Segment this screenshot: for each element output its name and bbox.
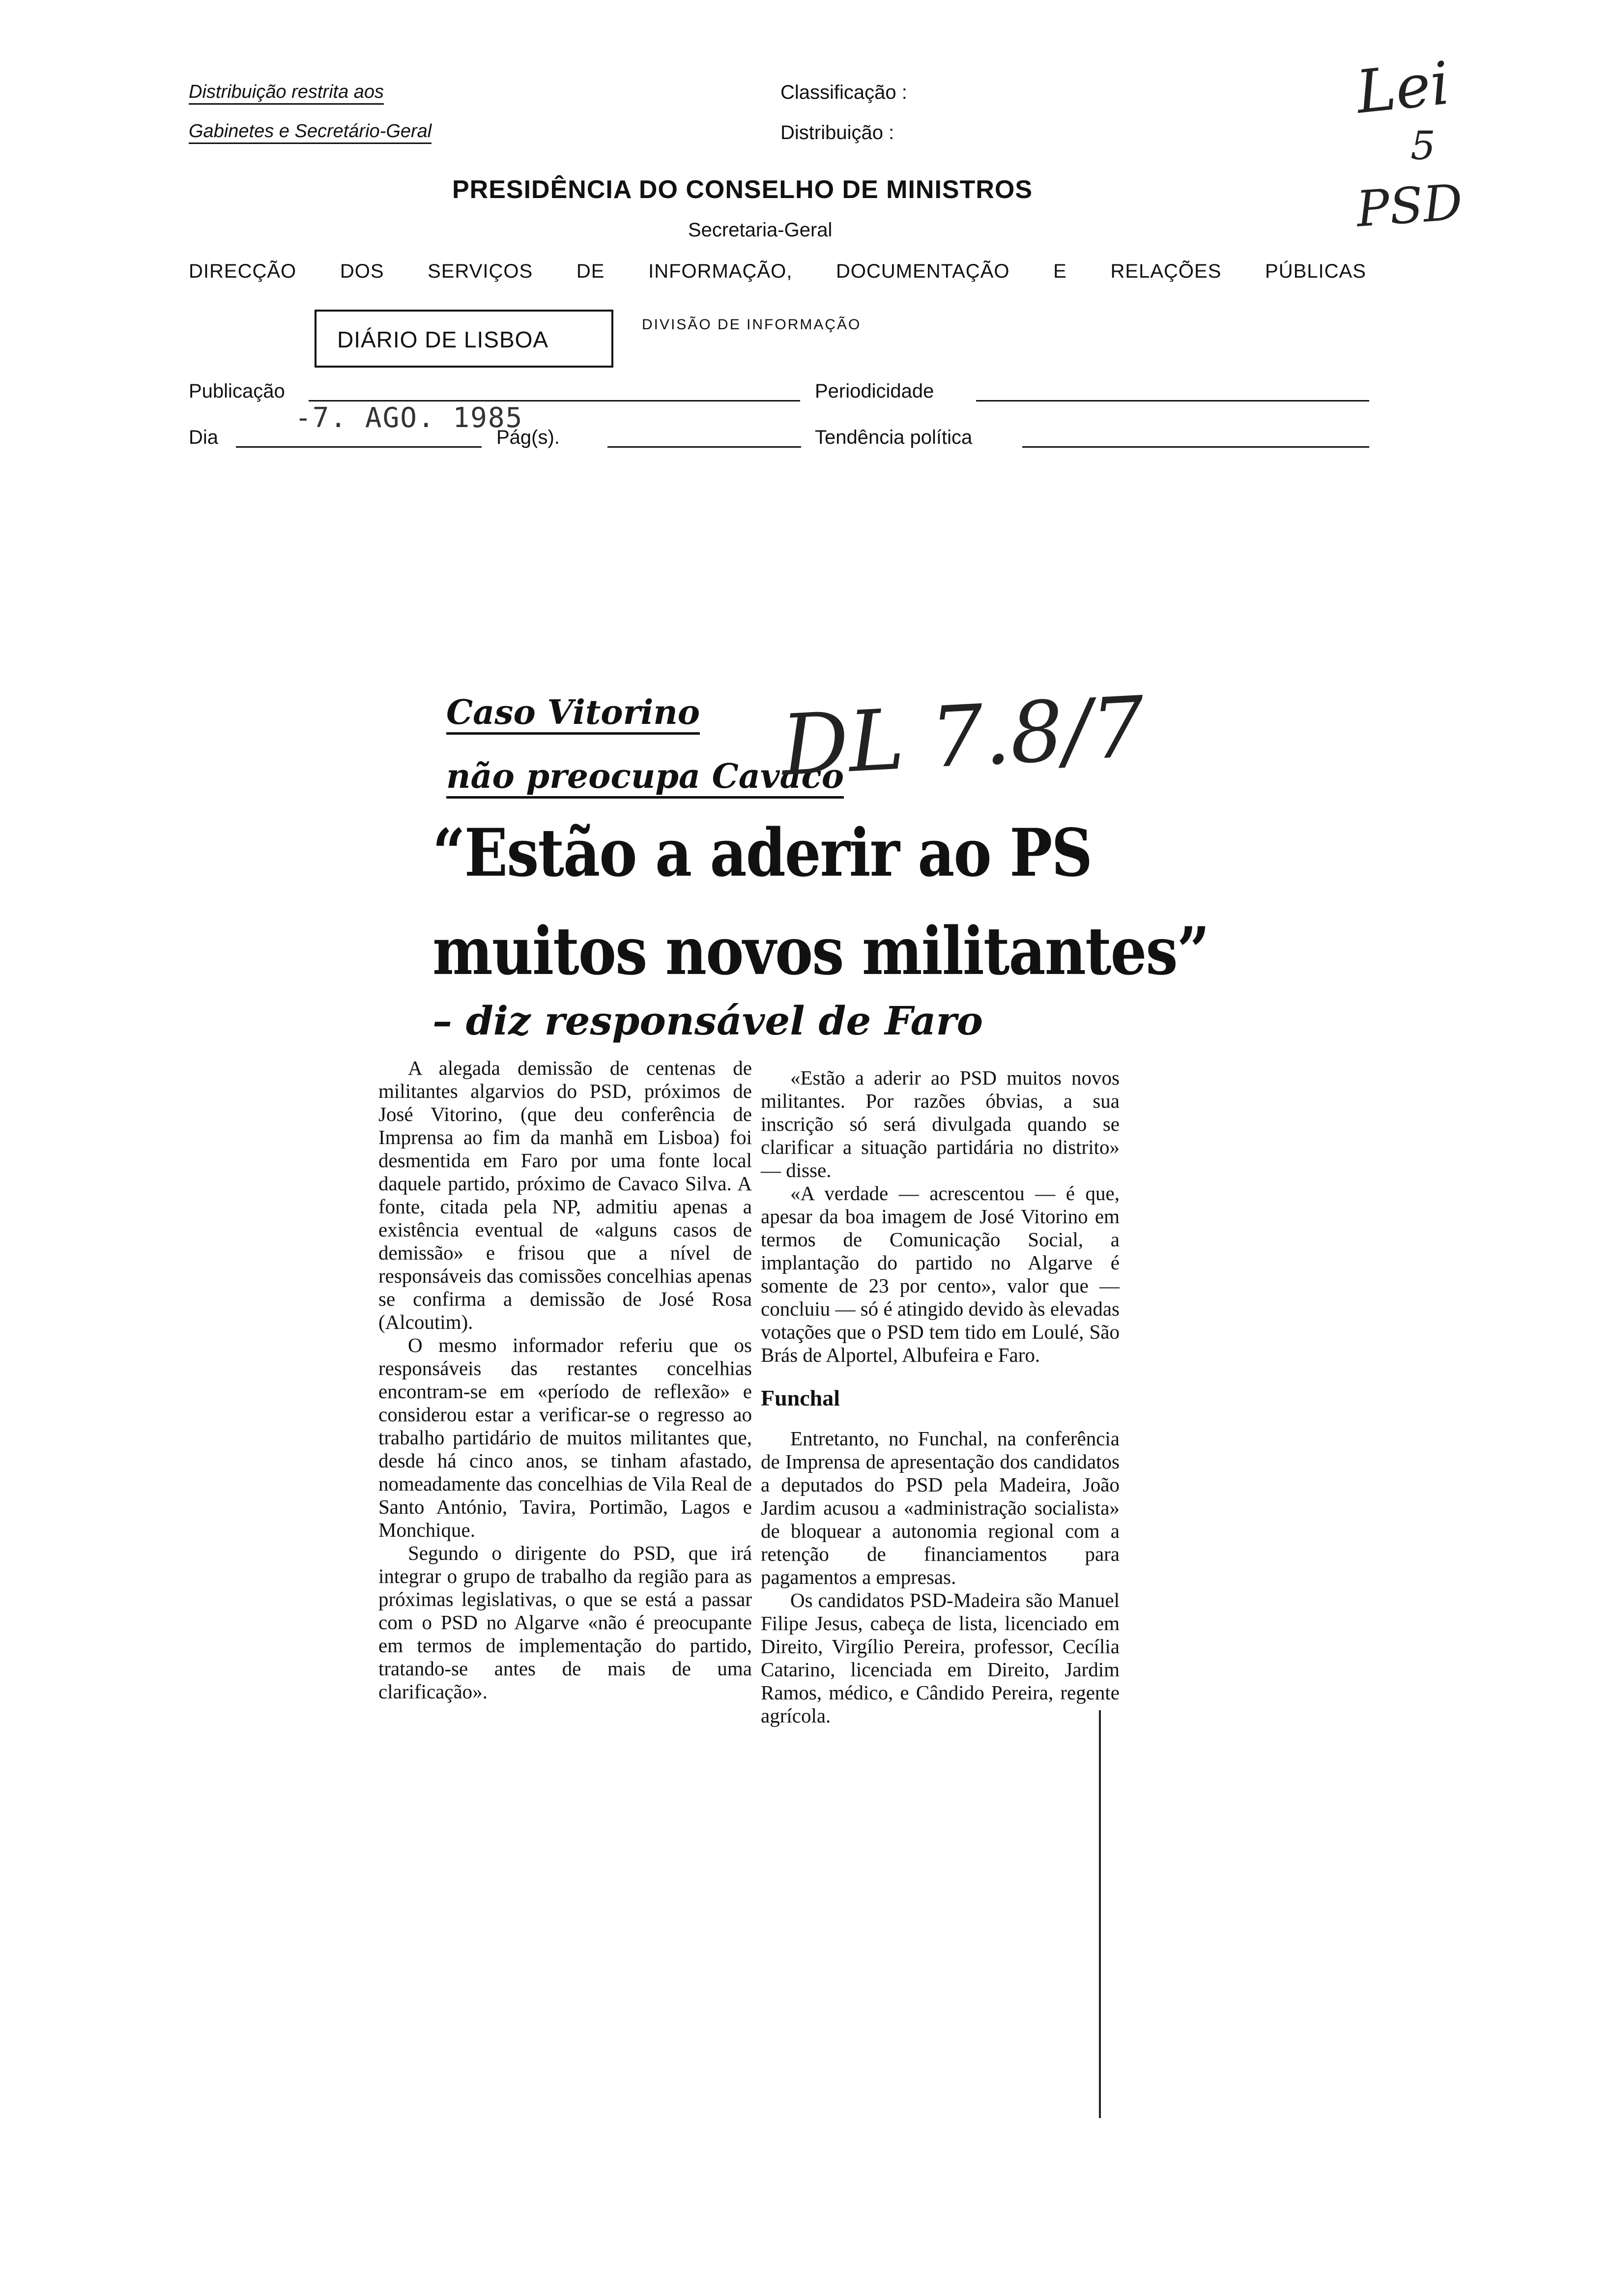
pags-label: Pág(s). [496, 427, 560, 448]
date-stamp: -7. AGO. 1985 [295, 402, 523, 434]
department-word: PÚBLICAS [1265, 260, 1366, 282]
restricted-notice-line2: Gabinetes e Secretário-Geral [189, 122, 432, 141]
article-subhead: – diz responsável de Faro [432, 998, 983, 1044]
department-word: RELAÇÕES [1110, 260, 1222, 282]
article-kicker-line2: não preocupa Cavaco [446, 757, 844, 796]
department-word: E [1053, 260, 1067, 282]
headline-line2: muitos novos militantes” [432, 913, 1209, 990]
periodicidade-line [976, 400, 1369, 402]
paragraph: O mesmo informador referiu que os responsáveis das restantes concelhias encontram-se em «período de reflexão» e considerou estar a verificar-se o regresso ao trabalho partidário de muitos militantes que, desde há cinco anos, se tinham afastado, nomeadamente das concelhias de Vila Real de Santo António, Tavira, Portimão, Lagos e Monchique. [378, 1334, 752, 1541]
organization-title: PRESIDÊNCIA DO CONSELHO DE MINISTROS [452, 175, 1033, 204]
department-word: DIRECÇÃO [189, 260, 297, 282]
column-rule [1099, 1710, 1101, 2118]
division-label: DIVISÃO DE INFORMAÇÃO [642, 316, 862, 333]
organization-subtitle: Secretaria-Geral [688, 219, 833, 241]
classification-label: Classificação : [780, 82, 907, 103]
tendencia-line [1022, 446, 1369, 448]
paragraph: Entretanto, no Funchal, na conferência de Imprensa de apresentação dos candidatos a deputados do PSD pela Madeira, João Jardim acusou a «administração socialista» de bloquear a autonomia regional com a retenção de financiamentos para pagamentos a empresas. [761, 1427, 1120, 1588]
distribution-label: Distribuição : [780, 122, 894, 144]
publication-name: DIÁRIO DE LISBOA [337, 327, 549, 352]
publicacao-label: Publicação [189, 380, 285, 402]
department-line [189, 260, 1366, 283]
publication-box [315, 310, 613, 368]
department-word: DOCUMENTAÇÃO [836, 260, 1010, 282]
paragraph: «A verdade — acrescentou — é que, apesar da boa imagem de José Vitorino em termos de Comunicação Social, a implantação do partido no Algarve é somente de 23 por cento», valor que — concluiu — só é atingido devido às elevadas votações que o PSD tem tido em Loulé, São Brás de Alportel, Albufeira e Faro. [761, 1182, 1120, 1366]
article-left-column [378, 1057, 752, 1703]
periodicidade-label: Periodicidade [815, 380, 934, 402]
department-word: INFORMAÇÃO, [648, 260, 793, 282]
handwritten-clipping-note: DL 7.8/7 [779, 678, 1147, 795]
article-kicker-line1: Caso Vitorino [446, 693, 700, 732]
restricted-notice-line1: Distribuição restrita aos [189, 83, 384, 101]
department-word: SERVIÇOS [428, 260, 533, 282]
handwritten-lei: Lei [1353, 49, 1453, 127]
paragraph: «Estão a aderir ao PSD muitos novos militantes. Por razões óbvias, a sua inscrição só será divulgada quando se clarificar a situação partidária no distrito» — disse. [761, 1066, 1120, 1181]
paragraph: A alegada demissão de centenas de militantes algarvios do PSD, próximos de José Vitorino, (que deu conferência de Imprensa ao fim da manhã em Lisboa) foi desmentida em Faro por uma fonte local daquele partido, próximo de Cavaco Silva. A fonte, citada pela NP, admitiu apenas a existência eventual de «alguns casos de demissão» e frisou que a nível de responsáveis das comissões concelhias apenas se confirma a demissão de José Rosa (Alcoutim). [378, 1057, 752, 1333]
handwritten-psd: PSD [1354, 173, 1465, 238]
publicacao-line [309, 400, 800, 402]
dia-line [236, 446, 482, 448]
section-heading-funchal: Funchal [761, 1385, 840, 1410]
pags-line [607, 446, 801, 448]
paragraph: Segundo o dirigente do PSD, que irá integrar o grupo de trabalho da região para as próximas legislativas, o que se está a passar com o PSD no Algarve «não é preocupante em termos de implementação do partido, tratando-se antes de mais de uma clarificação». [378, 1542, 752, 1703]
article-right-column [761, 1066, 1120, 1727]
paragraph: Os candidatos PSD-Madeira são Manuel Filipe Jesus, cabeça de lista, licenciado em Direito, Virgílio Pereira, professor, Cecília Catarino, licenciada em Direito, Jardim Ramos, médico, e Cândido Pereira, regente agrícola. [761, 1589, 1120, 1727]
department-word: DOS [340, 260, 384, 282]
tendencia-label: Tendência política [815, 427, 973, 448]
handwritten-number: 5 [1410, 123, 1436, 169]
dia-label: Dia [189, 427, 219, 448]
headline-line1: “Estão a aderir ao PS [432, 814, 1092, 892]
department-word: DE [576, 260, 605, 282]
